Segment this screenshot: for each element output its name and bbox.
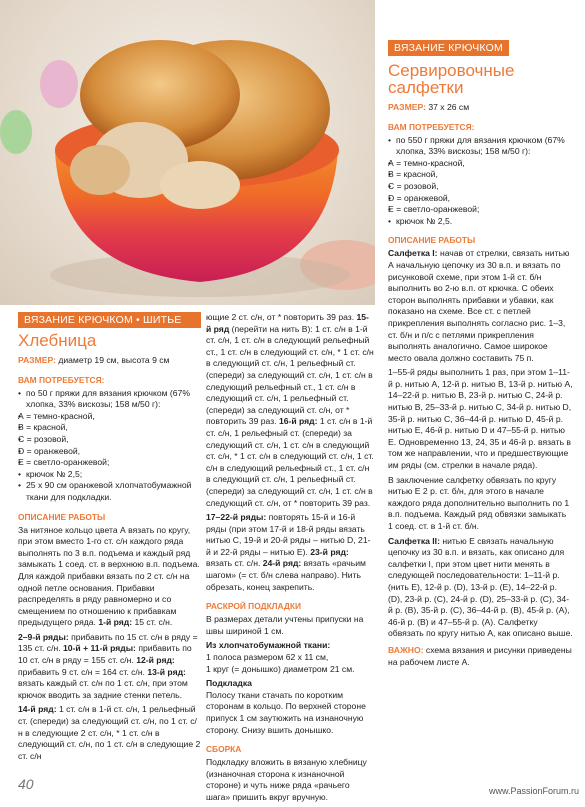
inline-label: 13-й ряд: [147,666,186,677]
list-item: • Е = светло-оранжевой; [18,457,201,469]
paragraph: 1–55-й ряды выполнить 1 раз, при этом 1–11-й р. нитью А, 12-й р. нитью В, 13-й р. нитью А, 14–22-й р. нитью В, 23-й р. нитью С, 24-й р. нитью В, 25–33-й р. нитью С, 34-й р. нитью D, 35-й р. нитью С, 36–44-й р. нитью D, 45-й р. нитью Е, 46-й р. нитью D и 47–55-й р. нитью Е. Одновременно 13, 24, 35 и 46-й р. вязать в том же направлении, что и предшествующие им ряды (см. стрелки в начале ряда). [388,367,573,471]
inline-label: 23-й ряд: [310,546,349,557]
list-item: • А = темно-красной, [388,158,573,170]
list-item: • крючок № 2,5. [388,216,573,228]
paragraph: Подкладку вложить в вязаную хлебницу (изнаночная сторона к изнаночной стороне) и чуть ниже ряда «рачьего шага» пришить вкруг вручную. [206,757,367,802]
list-item: • 25 х 90 см оранжевой хлопчатобумажной ткани для подкладки. [18,480,201,503]
note-text: схема вязания и рисунки приведены на рабочем листе А. [388,644,572,667]
basket-illustration [0,0,375,305]
bread-basket-article-continued [206,312,374,807]
paragraph [206,312,374,509]
paragraph: 1 круг (= донышко) диаметром 21 см. [206,663,355,674]
paragraph-text: прибавить 9 ст. с/н = 164 ст. с/н. [18,666,145,677]
size-value: диаметр 19 см, высота 9 см [58,355,170,365]
category-tag: ВЯЗАНИЕ КРЮЧКОМ [388,40,509,56]
work-heading: ОПИСАНИЕ РАБОТЫ [388,235,476,246]
paragraph [388,248,573,364]
paragraph-text: За нитяное кольцо цвета А вязать по кругу, при этом вместо 1-го ст. с/н каждого ряда выполнять по 3 в.п. подъема и каждый ряд замыкать 1 соед. ст. в верхнюю в.п. подъема. Для каждой прибавки вязать по 2 ст. с/н на одной петле основания. Прибавки распределять в ряду равномерно и со смещением по отношению к прибавкам предыдущего ряда. [18,524,200,628]
materials-list [388,135,573,228]
watermark-url: www.PassionForum.ru [488,786,579,796]
page-number: 40 [18,776,34,792]
paragraph-text: ющие 2 ст. с/н, от * повторить 39 раз. [206,312,355,322]
list-item: • В = красной, [388,169,573,181]
placemats-article [388,38,573,671]
list-item: • С = розовой, [18,434,201,446]
paragraph-text: повторять 15-й и 16-й ряды (при этом 17-й и 18-й ряды вязать нитью С, 19-й и 20-й ряды – нитью D, 21-й и 22-й ряды – нитью Е). [206,512,371,557]
materials-heading: ВАМ ПОТРЕБУЕТСЯ: [18,374,105,385]
list-item: • А = темно-красной, [18,411,201,423]
inline-label: 16-й ряд: [278,416,318,427]
paragraph-text: начав от стрелки, связать нитью А начальную цепочку из 30 в.п. и вязать по рисунковой схеме, при этом 1-й ст. б/н выполнить во 2-ю в.п. от крючка. С обеих сторон выполнять прибавки и убавки, как показано на схеме. Все ст. с петлей прикрепления выполнять согласно рис. 1–3, ст. б/н и п/с с петлями прикрепления выполнять аналогично. Самое широкое место овала должно составить 75 п. [388,248,570,363]
size-line [388,102,573,114]
paragraph-text: прибавить по 10 ст. с/н в ряду = 155 ст. с/н. [18,643,192,666]
subheading: Подкладка [206,678,252,689]
paragraph [18,525,201,629]
paragraph-text: 1 ст. с/н в 1-й ст. с/н, 1 рельефный ст. (спереди) за следующий ст. с/н, по 1 ст. с/н в следующие 2 ст. с/н, * 1 ст. с/н в следующий ст. с/н, по 1 ст. с/н в следующие 2 ст. с/н [18,704,201,761]
paragraph-text: вязать каждый ст. с/н по 1 ст. с/н, при этом крючок вводить за задние стенки петель. [18,678,188,700]
paragraph-text: нитью Е связать начальную цепочку из 30 в.п. и вязать, как описано для салфетки I, при этом цвет нити менять в следующей последовательности: 1–11-й р. (нить Е), 12-й р. (D), 13-й р. (Е), 14–22-й р. (D), 23-й р. (С), 24-й р. (D), 25–33-й р. (С), 34-й р. (В), 35-й р. (С), 36–44-й р. (В), 45-й р. (А), 46-й р. (В) и 47–55-й р. (А). Салфетку обвязать по кругу нитью А, как описано выше. [388,535,573,639]
note [388,645,573,668]
cutting-heading: РАСКРОЙ ПОДКЛАДКИ [206,601,302,612]
paragraph: 1 полоса размером 62 х 11 см, [206,652,329,663]
inline-label: 12-й ряд: [136,655,175,666]
note-label: ВАЖНО: [388,644,424,655]
list-item: • Е = светло-оранжевой; [388,204,573,216]
article-title [388,62,573,96]
paragraph-text: вязать ст. с/н. [206,558,261,569]
list-item: • по 550 г пряжи для вязания крючком (67% хлопка, 33% вискозы; 158 м/50 г): [388,135,573,158]
materials-heading: ВАМ ПОТРЕБУЕТСЯ: [388,121,475,132]
article-title: Хлебница [18,331,97,350]
paragraph: В заключение салфетку обвязать по кругу нитью Е 2 р. ст. б/н, для этого в начале каждого ряда дополнительно выполнить по 1 в.п. подъема. Каждый ряд обвязки замыкать 1 соед. ст. в 1-й ст. б/н. [388,474,570,531]
subheading: Из хлопчатобумажной ткани: [206,640,331,651]
paragraph [18,632,201,702]
paragraph [18,704,201,762]
paragraph-text: вязать «рачьим шагом» (= ст. б/н слева направо). Нить обрезать, конец закрепить. [206,558,366,592]
inline-label: 17–22-й ряды: [206,512,267,523]
inline-label: 14-й ряд: [18,704,57,715]
inline-label: Салфетка I: [388,248,438,259]
size-value: 37 х 26 см [428,102,470,112]
bread-basket-photo [0,0,375,305]
inline-label: 15-й ряд [206,312,369,334]
inline-label: 24-й ряд: [262,558,302,569]
bread-basket-article [18,312,201,765]
inline-label: 10-й + 11-й ряды: [63,643,136,654]
paragraph [206,512,374,593]
list-item: • крючок № 2,5; [18,469,201,481]
size-label: РАЗМЕР: [388,102,426,112]
paragraph [388,536,573,640]
inline-label: Салфетка II: [388,535,440,546]
paragraph-text: (перейти на нить В): 1 ст. с/н в 1-й ст. с/н, 1 ст. с/н в следующий рельефный ст., 1 ст. с/н в следующий ст. с/н, * 1 ст. с/н в следующий ст. с/н, 1 рельефный ст. (спереди) за следующий ст. с/н, 1 ст. с/н в следующий рельефный ст., 1 ст. с/н в следующий ст. с/н, 1 рельефный ст. (спереди) за следующий ст. с/н, от * повторить 39 раз. [206,323,374,427]
list-item: • D = оранжевой, [18,446,201,458]
category-tag: ВЯЗАНИЕ КРЮЧКОМ • ШИТЬЕ [18,312,201,328]
title-line-2: салфетки [388,78,464,97]
list-item: • С = розовой, [388,181,573,193]
assembly-heading: СБОРКА [206,744,242,755]
materials-list [18,388,201,504]
list-item: • D = оранжевой, [388,193,573,205]
paragraph-text: прибавить по 15 ст. с/н в ряду = 135 ст. с/н. [18,631,198,654]
inline-label: 1-й ряд: [98,617,133,628]
size-line [18,355,201,367]
list-item: • В = красной, [18,422,201,434]
list-item: • по 50 г пряжи для вязания крючком (67% хлопка, 33% вискозы; 158 м/50 г): [18,388,201,411]
title-line-1: Сервировочные [388,61,515,80]
size-label: РАЗМЕР: [18,355,56,365]
paragraph-text: 15 ст. с/н. [134,617,173,628]
inline-label: 2–9-й ряды: [18,631,69,642]
paragraph: Полосу ткани стачать по коротким сторонам в кольцо. По верхней стороне припуск 1 см заутюжить на изнаночную сторону. Снизу вшить донышко. [206,689,366,735]
work-heading: ОПИСАНИЕ РАБОТЫ [18,511,106,522]
paragraph-text: 1 ст. с/н в 1-й ст. с/н, 1 рельефный ст. (спереди) за следующий ст. с/н, 1 ст. с/н в следующий ст. с/н, * 1 ст. с/н в следующий ст. с/н, 1 ст. с/н в следующий рельефный ст., 1 ст. с/н в следующий ст. с/н, 1 рельефный ст. (спереди) за следующий ст. с/н, 1 ст. с/н в следующий ст. с/н, от * повторить 39 раз. [206,416,374,508]
paragraph: В размерах детали учтены припуски на швы шириной 1 см. [206,614,364,636]
